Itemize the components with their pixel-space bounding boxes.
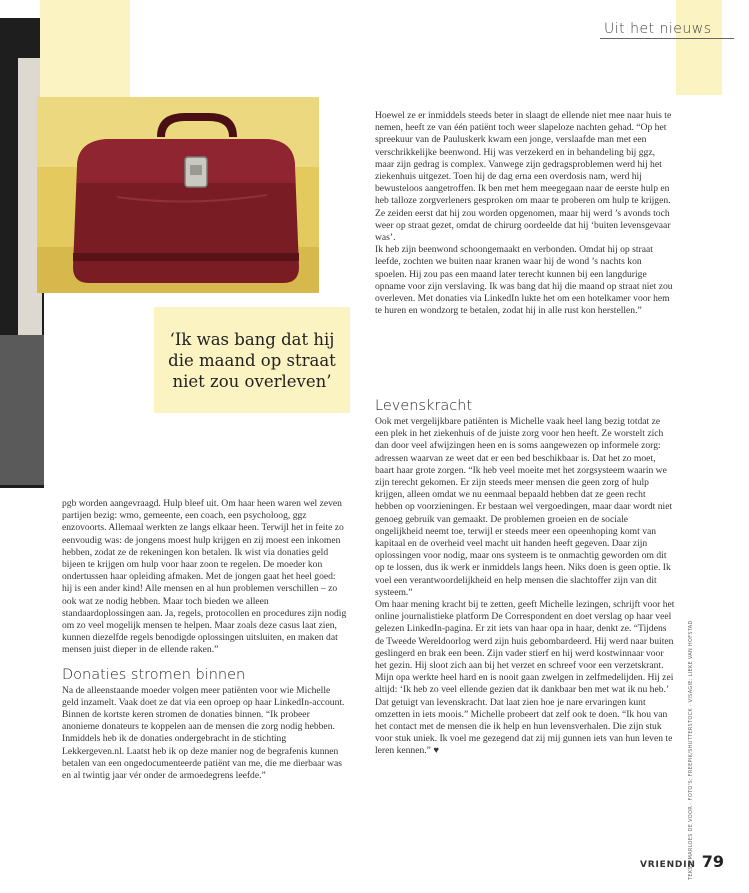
section-label: Uit het nieuws xyxy=(604,21,712,37)
pull-quote-text: ‘Ik was bang dat hij die maand op straat niet zou overleven’ xyxy=(168,329,336,391)
bag-photo xyxy=(37,97,319,293)
yellow-accent-block xyxy=(40,0,130,110)
body-paragraph: pgb worden aangevraagd. Hulp bleef uit. Om haar heen waren wel zeven partijen bezig: wmo, gemeente, een coach, een psycholoog, ggz enzovoorts. Allemaal werkten ze langs elkaar heen. Terwijl het in feite zo eenvoudig was: de jongens moest hulp krijgen en zij moest een inkomen hebben, zodat ze de rekeningen kon betalen. Ik wist via donaties geld bijeen te krijgen om hulp voor haar zoon te regelen. De moeder kon ondertussen haar opleiding afmaken. Met de jongen gaat het heel goed: hij is een ander kind! Alle mensen en al hun problemen verschillen – zo ook wat ze nodig hebben. Maar toch bieden we alleen standaardoplossingen aan. Ja, regels, protocollen en procedures zijn nodig om zo veel mogelijk mensen te helpen. Maar zoals deze casus laat zien, kunnen diezelfde regels benodigde oplossingen uitsluiten, en maken dat mensen juist dieper in de ellende raken.” xyxy=(62,498,347,656)
photo-credits: TEKST: MARLOES DE VOOR · FOTO'S: FREEPIK/SHUTTERSTOCK · VISAGIE: LIEKE VAN HOFSTAD xyxy=(688,620,694,880)
subheading-levenskracht: Levenskracht xyxy=(375,398,473,414)
magazine-name: VRIENDIN xyxy=(640,860,696,870)
subheading-donaties: Donaties stromen binnen xyxy=(62,666,246,683)
page-number: 79 xyxy=(701,852,724,871)
right-column-bottom xyxy=(375,398,675,758)
page-folio xyxy=(640,852,724,871)
body-paragraph: Hoewel ze er inmiddels steeds beter in slaagt de ellende niet mee naar huis te nemen, heeft ze van één patiënt toch weer slapeloze nachten gehad. “Op het spreekuur van de Pauluskerk kwam een jonge, verslaafde man met een verschrikkelijke beenwond. Hij was verzekerd en in behandeling bij ggz, maar zijn gedrag is complex. Vanwege zijn gedragsproblemen werd hij het ziekenhuis uitgezet. Toen hij de dag erna een overdosis nam, werd hij bewusteloos aangetroffen. Ik ben met hem meegegaan naar de eerste hulp en heb talloze zorgverleners gesproken om maar te proberen om hulp te krijgen. Ze zeiden eerst dat hij zou worden opgenomen, maar hij werd ’s avonds toch weer op straat gezet, omdat de chirurg oordeelde dat hij ‘buiten levensgevaar was’. xyxy=(375,110,672,244)
body-paragraph: Ook met vergelijkbare patiënten is Michelle vaak heel lang bezig totdat ze een plek in het ziekenhuis of de juiste zorg voor hen heeft. Ze worstelt zich dan door veel afwijzingen heen en is soms aangewezen op informele zorg: adressen waarvan ze weet dat er een bed beschikbaar is. Dat het zo moet, baart haar grote zorgen. “Ik heb veel moeite met het zorgsysteem waarin we zijn terecht gekomen. Er zijn steeds meer mensen die geen zorg of hulp krijgen, alleen omdat we nu eenmaal bepaald hebben dat ze geen recht hebben op voorzieningen. Er bestaan wel vergoedingen, maar daar wordt niet genoeg gebruik van gemaakt. De problemen groeien en de sociale ongelijkheid neemt toe, terwijl er steeds meer een opeenhoping komt van kapitaal en de overheid veel macht uit handen heeft gegeven. Daar zijn oplossingen voor nodig, maar ons systeem is te onmachtig geworden om dit op te lossen, dus ik werk er inmiddels langs heen. Niks doen is geen optie. Ik voel een verantwoordelijkheid en help mensen die slachtoffer zijn van dit systeem.” xyxy=(375,416,673,598)
section-rule xyxy=(600,38,734,39)
body-paragraph: Na de alleenstaande moeder volgen meer patiënten voor wie Michelle geld inzamelt. Vaak doet ze dat via een oproep op haar LinkedIn-account. Binnen de kortste keren stromen de donaties binnen. “Ik probeer anonieme donateurs te koppelen aan de mensen die zorg nodig hebben. Inmiddels heb ik de donaties ondergebracht in de stichting Lekkergeven.nl. Laatst heb ik op deze manier nog de begrafenis kunnen betalen van een ongedocumenteerde patiënt van me, die me dierbaar was en al twintig jaar vér onder de armoedegrens leefde.” xyxy=(62,684,345,782)
previous-page-shadow xyxy=(0,335,44,485)
body-paragraph: Ik heb zijn beenwond schoongemaakt en verbonden. Omdat hij op straat leefde, zochten we buiten naar kranen waar hij de wond ’s nachts kon spoelen. Hij zou pas een maand later terecht kunnen bij een langdurige opname voor zijn verslaving. Ik was bang dat hij die maand op straat niet zou overleven. Met donaties via LinkedIn lukte het om een hotelkamer voor hem te huren en wondzorg te betalen, zodat hij in alle rust kon herstellen.” xyxy=(375,244,673,317)
body-paragraph: Om haar mening kracht bij te zetten, geeft Michelle lezingen, schrijft voor het online journalistieke platform De Correspondent en doet verslag op haar veel gelezen LinkedIn-pagina. Er zit iets van haar opa in haar, denkt ze. “Tijdens de Tweede Wereldoorlog werd zijn huis gebombardeerd. Hij werd naar buiten geslingerd en brak een been. Zijn vader stierf en hij werd kostwinnaar voor het gezin. Hij sloot zich aan bij het verzet en schreef voor een verzetskrant. Mijn opa werkte heel hard en is nooit gaan zwelgen in zelfmedelijden. Hij zei altijd: ‘Ik heb zo veel ellende gezien dat ik dankbaar ben met wat ik nu heb.’ Dat getuigt van levenskracht. Dat laat zien hoe je nare ervaringen kunt omzetten in iets moois.” Michelle probeert dat zelf ook te doen. “Ik hou van het contact met de mensen die ik help en hun levensverhalen. Die zijn stuk voor stuk uniek. Ik voel me gezegend dat zij mij gunnen iets van hun leven te leren kennen.” ♥ xyxy=(375,599,675,757)
left-column xyxy=(62,498,348,782)
yellow-accent-band xyxy=(676,0,722,95)
doctor-bag-illustration xyxy=(37,97,319,293)
right-column-top xyxy=(375,110,675,317)
pull-quote xyxy=(154,307,350,413)
